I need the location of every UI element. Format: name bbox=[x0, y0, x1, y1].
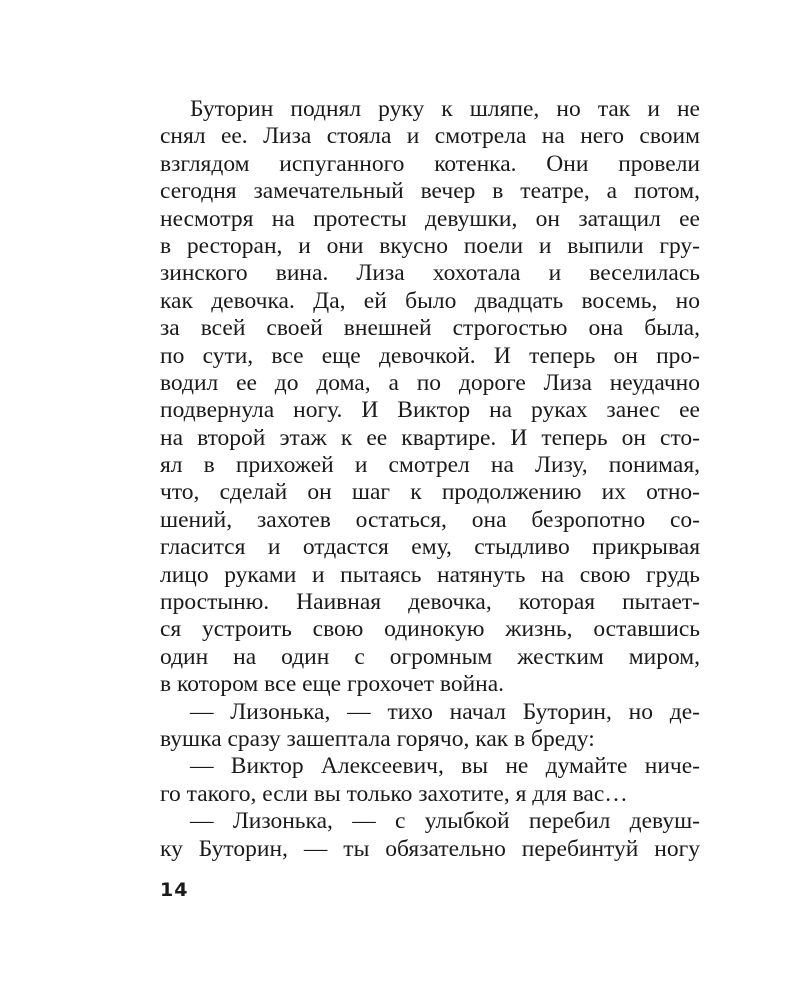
text-line: в ресторан, и они вкусно поели и выпили гру- bbox=[160, 232, 700, 259]
dialogue-line: — Лизонька, — тихо начал Буторин, но де- bbox=[190, 698, 700, 725]
text-line: за всей своей внешней строгостью она была, bbox=[160, 315, 700, 342]
text-line: несмотря на протесты девушки, он затащил ее bbox=[160, 205, 700, 232]
text-line: один на один с огромным жестким миром, bbox=[160, 643, 700, 670]
dialogue-line: — Виктор Алексеевич, вы не думайте ниче- bbox=[190, 753, 700, 780]
dialogue-line: — Лизонька, — с улыбкой перебил девуш- bbox=[190, 808, 700, 835]
text-line: на второй этаж к ее квартире. И теперь он сто- bbox=[160, 424, 700, 451]
text-line: зинского вина. Лиза хохотала и веселилась bbox=[160, 260, 700, 287]
text-line: подвернула ногу. И Виктор на руках занес ее bbox=[160, 397, 700, 424]
text-line: взглядом испуганного котенка. Они провели bbox=[160, 150, 700, 177]
text-line: гласится и отдастся ему, стыдливо прикрывая bbox=[160, 534, 700, 561]
dialogue-line: го такого, если вы только захотите, я для вас… bbox=[160, 780, 628, 807]
text-line: снял ее. Лиза стояла и смотрела на него своим bbox=[160, 123, 700, 150]
text-line: что, сделай он шаг к продолжению их отно- bbox=[160, 479, 700, 506]
body-text bbox=[160, 96, 700, 863]
text-line: ся устроить свою одинокую жизнь, оставшись bbox=[160, 616, 700, 643]
text-line: Буторин поднял руку к шляпе, но так и не bbox=[190, 96, 700, 122]
text-line: как девочка. Да, ей было двадцать восемь, но bbox=[160, 287, 700, 314]
dialogue-line: вушка сразу зашептала горячо, как в бреду: bbox=[160, 725, 595, 752]
text-line: водил ее до дома, а по дороге Лиза неудачно bbox=[160, 369, 700, 396]
dialogue-line: ку Буторин, — ты обязательно перебинтуй ногу bbox=[160, 835, 700, 862]
text-line: в котором все еще грохочет война. bbox=[160, 671, 505, 698]
text-line: ял в прихожей и смотрел на Лизу, понимая, bbox=[160, 452, 700, 479]
text-line: по сути, все еще девочкой. И теперь он про- bbox=[160, 342, 700, 369]
text-line: шений, захотев остаться, она безропотно со- bbox=[160, 506, 700, 533]
page-number: 14 bbox=[160, 879, 189, 901]
text-line: простыню. Наивная девочка, которая пытает- bbox=[160, 589, 700, 616]
text-line: лицо руками и пытаясь натянуть на свою грудь bbox=[160, 561, 700, 588]
text-line: сегодня замечательный вечер в театре, а потом, bbox=[160, 178, 700, 205]
